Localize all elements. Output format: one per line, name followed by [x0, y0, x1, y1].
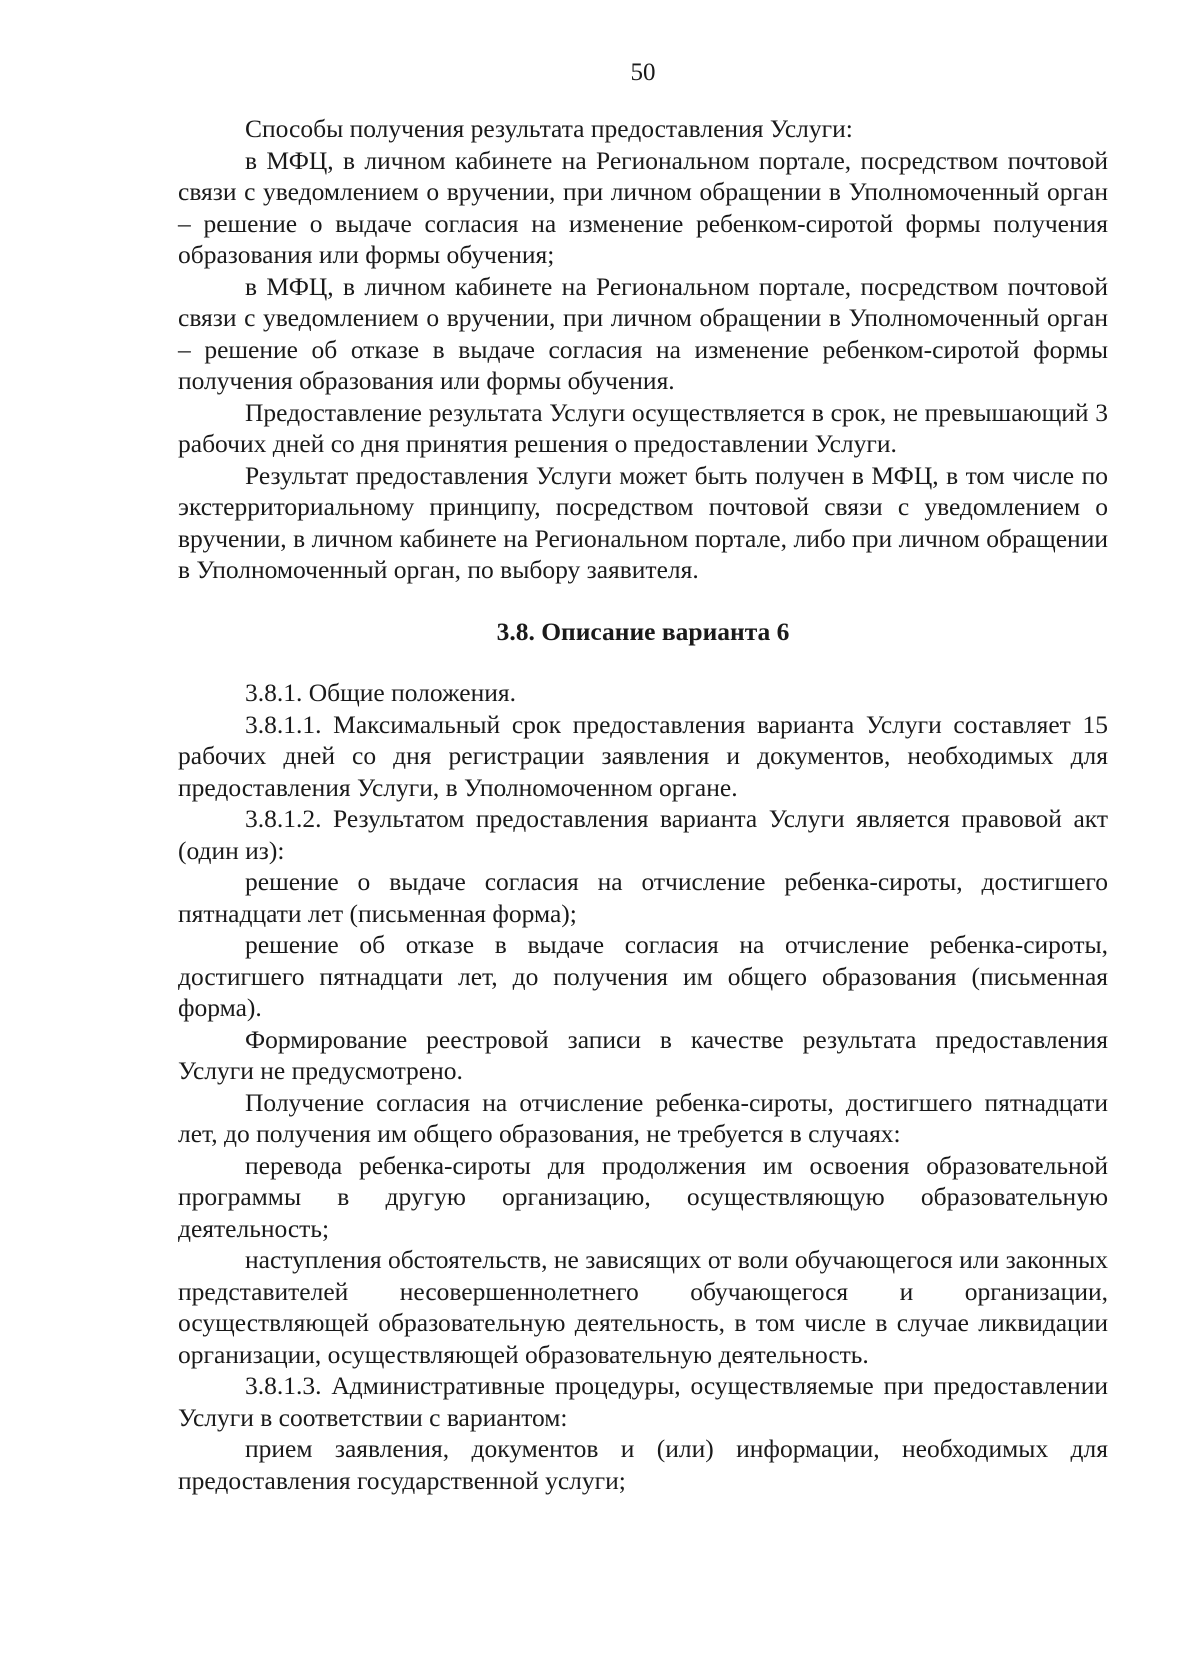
paragraph: Получение согласия на отчисление ребенка-сироты, достигшего пятнадцати лет, до получения им общего образования, не требуется в случаях:	[178, 1087, 1108, 1148]
paragraph: решение об отказе в выдаче согласия на отчисление ребенка-сироты, достигшего пятнадцати лет, до получения им общего образования (письменная форма).	[178, 930, 1108, 1022]
paragraph: Способы получения результата предоставления Услуги:	[245, 114, 853, 143]
paragraph: прием заявления, документов и (или) информации, необходимых для предоставления государственной услуги;	[178, 1434, 1108, 1495]
paragraph: 3.8.1.1. Максимальный срок предоставления варианта Услуги составляет 15 рабочих дней со дня регистрации заявления и документов, необходимых для предоставления Услуги, в Уполномоченном органе.	[178, 709, 1108, 802]
section-heading: 3.8. Описание варианта 6	[496, 616, 790, 646]
paragraph: 3.8.1.3. Административные процедуры, осуществляемые при предоставлении Услуги в соответствии с вариантом:	[178, 1371, 1108, 1432]
paragraph: в МФЦ, в личном кабинете на Региональном портале, посредством почтовой связи с уведомлением о вручении, при личном обращении в Уполномоченный орган – решение о выдаче согласия на изменение ребенком-сиротой формы получения образования или формы обучения;	[178, 145, 1108, 269]
paragraph: Результат предоставления Услуги может быть получен в МФЦ, в том числе по экстерриториальному принципу, посредством почтовой связи с уведомлением о вручении, в личном кабинете на Региональном портале, либо при личном обращении в Уполномоченный орган, по выбору заявителя.	[178, 460, 1108, 584]
document-body	[178, 113, 1108, 1496]
paragraph: Предоставление результата Услуги осуществляется в срок, не превышающий 3 рабочих дней со дня принятия решения о предоставлении Услуги.	[178, 397, 1108, 458]
paragraph: решение о выдаче согласия на отчисление ребенка-сироты, достигшего пятнадцати лет (письменная форма);	[178, 867, 1108, 928]
paragraph: 3.8.1. Общие положения.	[245, 678, 517, 707]
paragraph: наступления обстоятельств, не зависящих от воли обучающегося или законных представителей несовершеннолетнего обучающегося и организации, осуществляющей образовательную деятельность, в том числе в случае ликвидации организации, осуществляющей образовательную деятельность.	[178, 1245, 1108, 1369]
paragraph: 3.8.1.2. Результатом предоставления варианта Услуги является правовой акт (один из):	[178, 804, 1108, 865]
page-number: 50	[630, 59, 656, 86]
paragraph: Формирование реестровой записи в качестве результата предоставления Услуги не предусмотрено.	[178, 1024, 1108, 1085]
paragraph: в МФЦ, в личном кабинете на Региональном портале, посредством почтовой связи с уведомлением о вручении, при личном обращении в Уполномоченный орган – решение об отказе в выдаче согласия на изменение ребенком-сиротой формы получения образования или формы обучения.	[178, 271, 1108, 395]
paragraph: перевода ребенка-сироты для продолжения им освоения образовательной программы в другую организацию, осуществляющую образовательную деятельность;	[178, 1150, 1108, 1243]
